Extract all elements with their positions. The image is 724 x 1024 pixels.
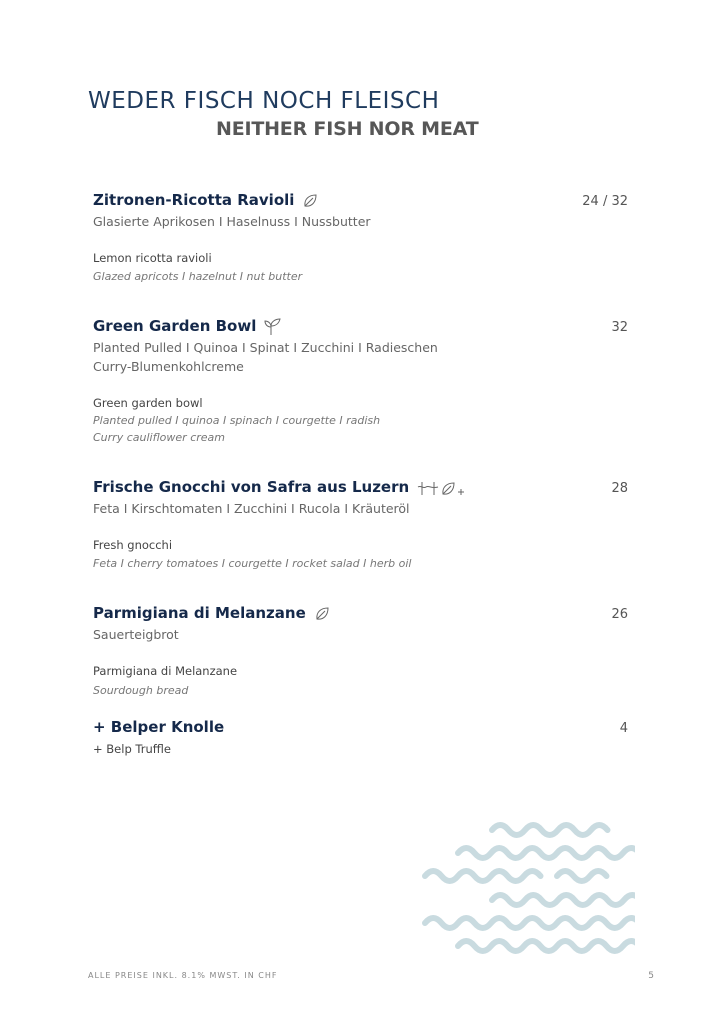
wave-line	[458, 941, 635, 951]
leaf-icon	[302, 193, 318, 209]
menu-item-en-name: Lemon ricotta ravioli	[93, 251, 212, 265]
menu-item-price: 32	[611, 320, 628, 335]
wave-line	[425, 871, 541, 881]
wave-decoration	[420, 815, 635, 960]
page-number: 5	[648, 971, 654, 981]
menu-item-name	[93, 604, 330, 622]
menu-item-price: 4	[619, 721, 628, 736]
menu-item-en-desc: Curry cauliflower cream	[93, 431, 225, 444]
menu-item-en-name: Parmigiana di Melanzane	[93, 664, 238, 678]
wave-line	[557, 871, 607, 881]
menu-item-price: 28	[611, 481, 628, 496]
menu-item-price: 24 / 32	[582, 194, 628, 209]
wave-line	[492, 825, 608, 835]
menu-item-desc: Curry-Blumenkohlcreme	[93, 359, 244, 374]
wave-line	[458, 848, 635, 858]
regional-icon	[417, 480, 439, 496]
price-note: ALLE PREISE INKL. 8.1% MWST. IN CHF	[88, 971, 278, 980]
menu-item-en-name: + Belp Truffle	[93, 742, 171, 756]
sprout-icon	[264, 318, 282, 336]
menu-item-name	[93, 478, 465, 496]
menu-item-desc: Planted Pulled I Quinoa I Spinat I Zucchini I Radieschen	[93, 340, 438, 355]
page-title: WEDER FISCH NOCH FLEISCH	[88, 88, 440, 114]
menu-item-name: + Belper Knolle	[93, 718, 225, 736]
wave-line	[492, 895, 635, 905]
menu-item-en-name: Green garden bowl	[93, 396, 203, 410]
item-name-text: Frische Gnocchi von Safra aus Luzern	[93, 478, 410, 496]
menu-item-name	[93, 317, 282, 336]
item-name-text: Zitronen-Ricotta Ravioli	[93, 191, 295, 209]
menu-item-en-desc: Planted pulled I quinoa I spinach I courgette I radish	[93, 414, 381, 427]
item-name-text: Parmigiana di Melanzane	[93, 604, 306, 622]
menu-item-desc: Feta I Kirschtomaten I Zucchini I Rucola I Kräuteröl	[93, 501, 410, 516]
wave-line	[425, 918, 635, 928]
menu-item-en-desc: Sourdough bread	[93, 684, 189, 697]
leaf-plus-icon	[441, 480, 465, 496]
leaf-icon	[314, 606, 330, 622]
page-subtitle: NEITHER FISH NOR MEAT	[216, 118, 479, 140]
menu-item-en-desc: Feta I cherry tomatoes I courgette I rocket salad I herb oil	[93, 557, 412, 570]
menu-item-price: 26	[611, 607, 628, 622]
item-name-text: Green Garden Bowl	[93, 317, 257, 335]
menu-item-en-desc: Glazed apricots I hazelnut I nut butter	[93, 270, 303, 283]
menu-item-desc: Sauerteigbrot	[93, 627, 179, 642]
menu-item-name	[93, 191, 318, 209]
menu-item-desc: Glasierte Aprikosen I Haselnuss I Nussbutter	[93, 214, 371, 229]
menu-item-en-name: Fresh gnocchi	[93, 538, 173, 552]
